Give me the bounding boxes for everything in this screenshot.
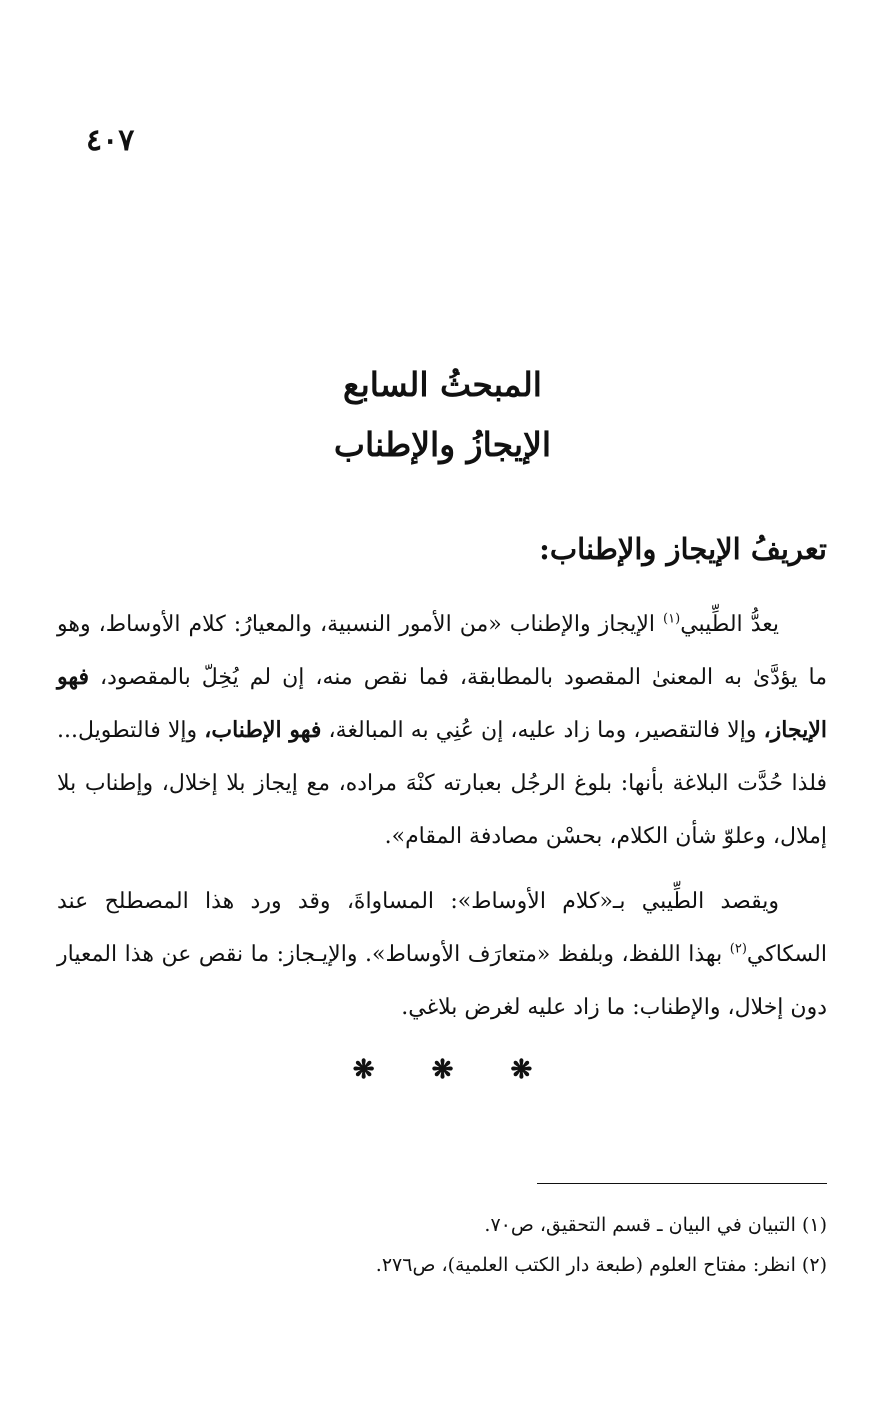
footnote-ref-1: (١) xyxy=(663,611,681,627)
footnote-1: (١) التبيان في البيان ـ قسم التحقيق، ص٧٠. xyxy=(484,1214,827,1236)
paragraph-text: وإلا فالتطويل... فلذا حُدَّت البلاغة بأنها: بلوغ الرجُل بعبارته كنْهَ مراده، مع إيجاز بلا إخلال، وإطناب بلا إملال، وعلوّ شأن الكلام، بحسْن مصادفة المقام». xyxy=(57,718,827,849)
bold-term-itnab: فهو الإطناب، xyxy=(204,717,322,743)
paragraph-text: بهذا اللفظ، وبلفظ «متعارَف الأوساط». والإيـجاز: ما نقص عن هذا المعيار دون إخلال، والإطناب: ما زاد عليه لغرض بلاغي. xyxy=(57,942,827,1020)
chapter-number-heading: المبحثُ السابع xyxy=(343,365,542,404)
paragraph-text: يعدُّ الطِّيبي xyxy=(680,612,779,637)
section-title: تعريفُ الإيجاز والإطناب: xyxy=(539,532,827,566)
paragraph-definition xyxy=(57,598,827,863)
body-text xyxy=(57,598,827,1034)
paragraph-explanation xyxy=(57,875,827,1034)
chapter-title-heading: الإيجازُ والإطناب xyxy=(333,425,552,464)
separator-star-icon: ❋ xyxy=(352,1055,375,1085)
footnote-2: (٢) انظر: مفتاح العلوم (طبعة دار الكتب العلمية)، ص٢٧٦. xyxy=(375,1254,827,1276)
footnote-ref-2: (٢) xyxy=(729,941,747,957)
bold-term-ijaz: فهو الإيجاز، xyxy=(57,664,827,743)
paragraph-text: وإلا فالتقصير، وما زاد عليه، إن عُنِي به المبالغة، xyxy=(321,718,764,743)
page-number: ٤٠٧ xyxy=(86,123,135,158)
separator-star-icon: ❋ xyxy=(431,1055,454,1085)
footnotes xyxy=(57,1205,827,1285)
separator-star-icon: ❋ xyxy=(510,1055,533,1085)
footnote-divider xyxy=(537,1183,827,1184)
chapter-heading xyxy=(0,355,885,475)
paragraph-text: الإيجاز والإطناب «من الأمور النسبية، والمعيارُ: كلام الأوساط، وهو ما يؤدَّىٰ به المعنىٰ المقصود بالمطابقة، فما نقص منه، إن لم يُخِلّ بالمقصود، xyxy=(57,612,827,690)
paragraph-text: ويقصد الطِّيبي بـ«كلام الأوساط»: المساواةَ، وقد ورد هذا المصطلح عند السكاكي xyxy=(57,889,827,967)
section-separator xyxy=(0,1055,885,1085)
